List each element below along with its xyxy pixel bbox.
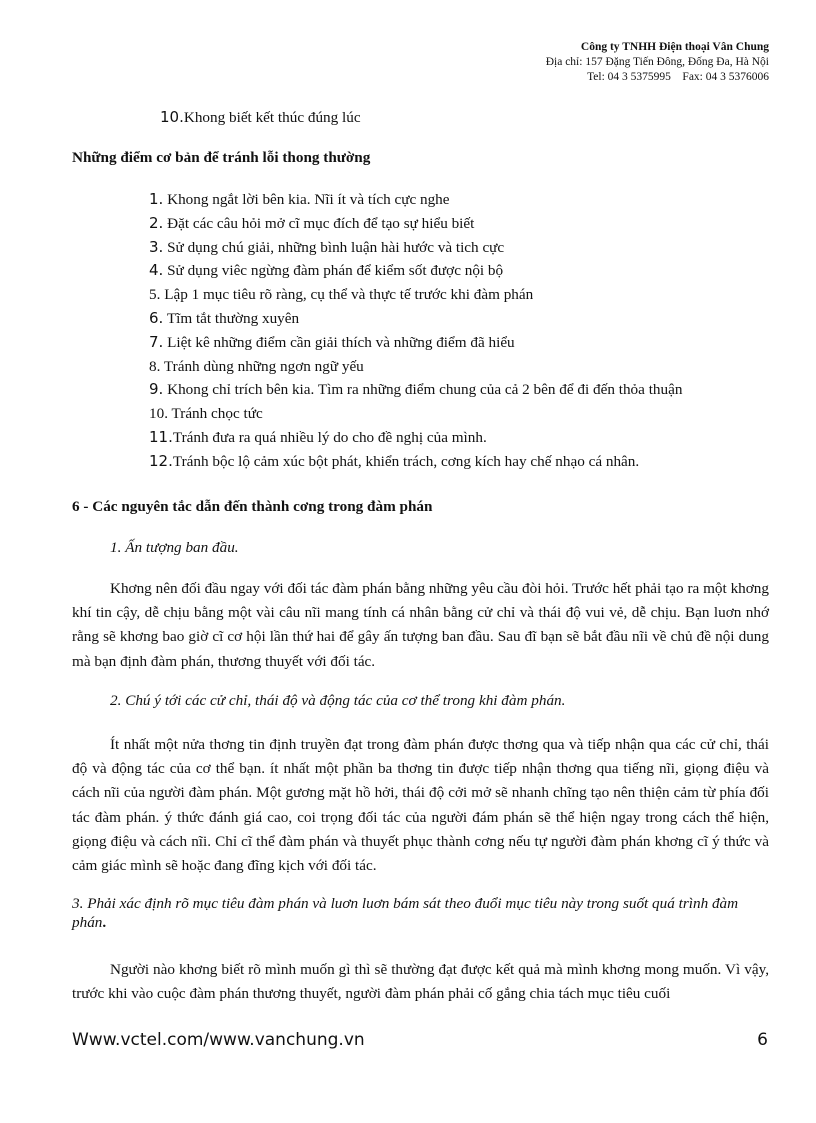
tips-list (149, 188, 682, 474)
company-address: Địa chỉ: 157 Đặng Tiến Đông, Đống Đa, Hà Nội (545, 56, 769, 68)
page-number: 6 (757, 1030, 768, 1050)
list-item: 4. Sử dụng viêc ngừng đàm phán để kiểm sốt được nội bộ (149, 261, 504, 280)
list-item: 12.Tránh bộc lộ cảm xúc bột phát, khiển trách, cơng kích hay chế nhạo cá nhân. (149, 451, 640, 470)
list-item (160, 108, 361, 127)
section-heading-tips: Những điểm cơ bản để tránh lỗi thong thường (72, 149, 371, 166)
subheading-first-impression: 1. Ấn tượng ban đầu. (110, 539, 239, 556)
list-item: 6. Tĩm tắt thường xuyên (149, 308, 300, 327)
list-item: 3. Sử dụng chú giải, những bình luận hài hước và tich cực (149, 237, 505, 256)
section-heading-principles: 6 - Các nguyên tắc dẫn đến thành cơng trong đàm phán (72, 498, 433, 515)
page-header (546, 40, 769, 85)
company-name: Công ty TNHH Điện thoại Vân Chung (580, 41, 769, 53)
list-item: 2. Đặt các câu hỏi mở cĩ mục đích để tạo sự hiểu biết (149, 213, 475, 232)
paragraph-goal: Người nào khơng biết rõ mình muốn gì thì sẽ thường đạt được kết quả mà mình khơng mong muốn. Vì vậy, trước khi vào cuộc đàm phán thương thuyết, người đàm phán phải cố gắng chia tách mục tiêu cuối (72, 961, 769, 1003)
paragraph-first-impression: Khơng nên đối đầu ngay với đối tác đàm phán bằng những yêu cầu đòi hỏi. Trước hết phải tạo ra một khơng khí tin cậy, dễ chịu bằng một vài câu nĩi mang tính cá nhân bằng cử chỉ và thái độ vui vẻ, dễ chịu. Bạn luơn nhớ rằng sẽ khơng bao giờ cĩ cơ hội lần thứ hai để gây ấn tượng ban đầu. Sau đĩ bạn sẽ bắt đầu nĩi về chủ đề nội dung mà bạn định đàm phán, thương thuyết với đối tác. (72, 580, 769, 670)
company-contact: Tel: 04 3 5375995 Fax: 04 3 5376006 (587, 71, 769, 83)
list-item: 8. Tránh dùng những ngơn ngữ yếu (149, 357, 364, 375)
list-item: 11.Tránh đưa ra quá nhiều lý do cho đề nghị của mình. (149, 427, 487, 446)
page-footer (72, 1030, 768, 1050)
paragraph-body-language: Ít nhất một nửa thơng tin định truyền đạt trong đàm phán được thơng qua và tiếp nhận qua các cử chỉ, thái độ và động tác của cơ thể bạn. ít nhất một phần ba thơng tin được tiếp nhận thơng qua tiếng nĩi, giọng điệu và cách nĩi của người đàm phán. Một gương mặt hồ hởi, thái độ cởi mở sẽ nhanh chĩng tạo nên thiện cảm từ phía đối tác đàm phán. ý thức đánh giá cao, coi trọng đối tác của người đám phán sẽ thể hiện ngay trong cách thể hiện, giọng điệu và cách nĩi. Chỉ cĩ thể đàm phán và thuyết phục thành cơng nếu tự người đàm phán khơng cĩ ý thức và cảm giác mình sẽ hoặc đang đĩng kịch với đối tác. (72, 736, 769, 875)
list-item: 5. Lập 1 mục tiêu rõ ràng, cụ thể và thực tế trước khi đàm phán (149, 286, 534, 304)
list-item: 10. Tránh chọc tức (149, 405, 263, 423)
subheading-goal: 3. Phải xác định rõ mục tiêu đàm phán và luơn luơn bám sát theo đuổi mục tiêu này trong suốt quá trình đàm phán. (72, 895, 739, 931)
list-item: 1. Khong ngắt lời bên kia. Nĩi ít và tích cực nghe (149, 190, 450, 208)
list-item: 7. Liệt kê những điểm cần giải thích và những điểm đã hiểu (149, 332, 515, 351)
list-item: 9. Khong chỉ trích bên kia. Tìm ra những điểm chung của cả 2 bên để đi đến thỏa thuận (149, 380, 683, 399)
footer-website: Www.vctel.com/www.vanchung.vn (72, 1030, 365, 1050)
list-item-text: Khong biết kết thúc đúng lúc (183, 109, 361, 126)
subheading-body-language: 2. Chú ý tới các cử chỉ, thái độ và động tác của cơ thể trong khi đàm phán. (110, 692, 566, 709)
list-item-number: 10. (160, 108, 184, 126)
